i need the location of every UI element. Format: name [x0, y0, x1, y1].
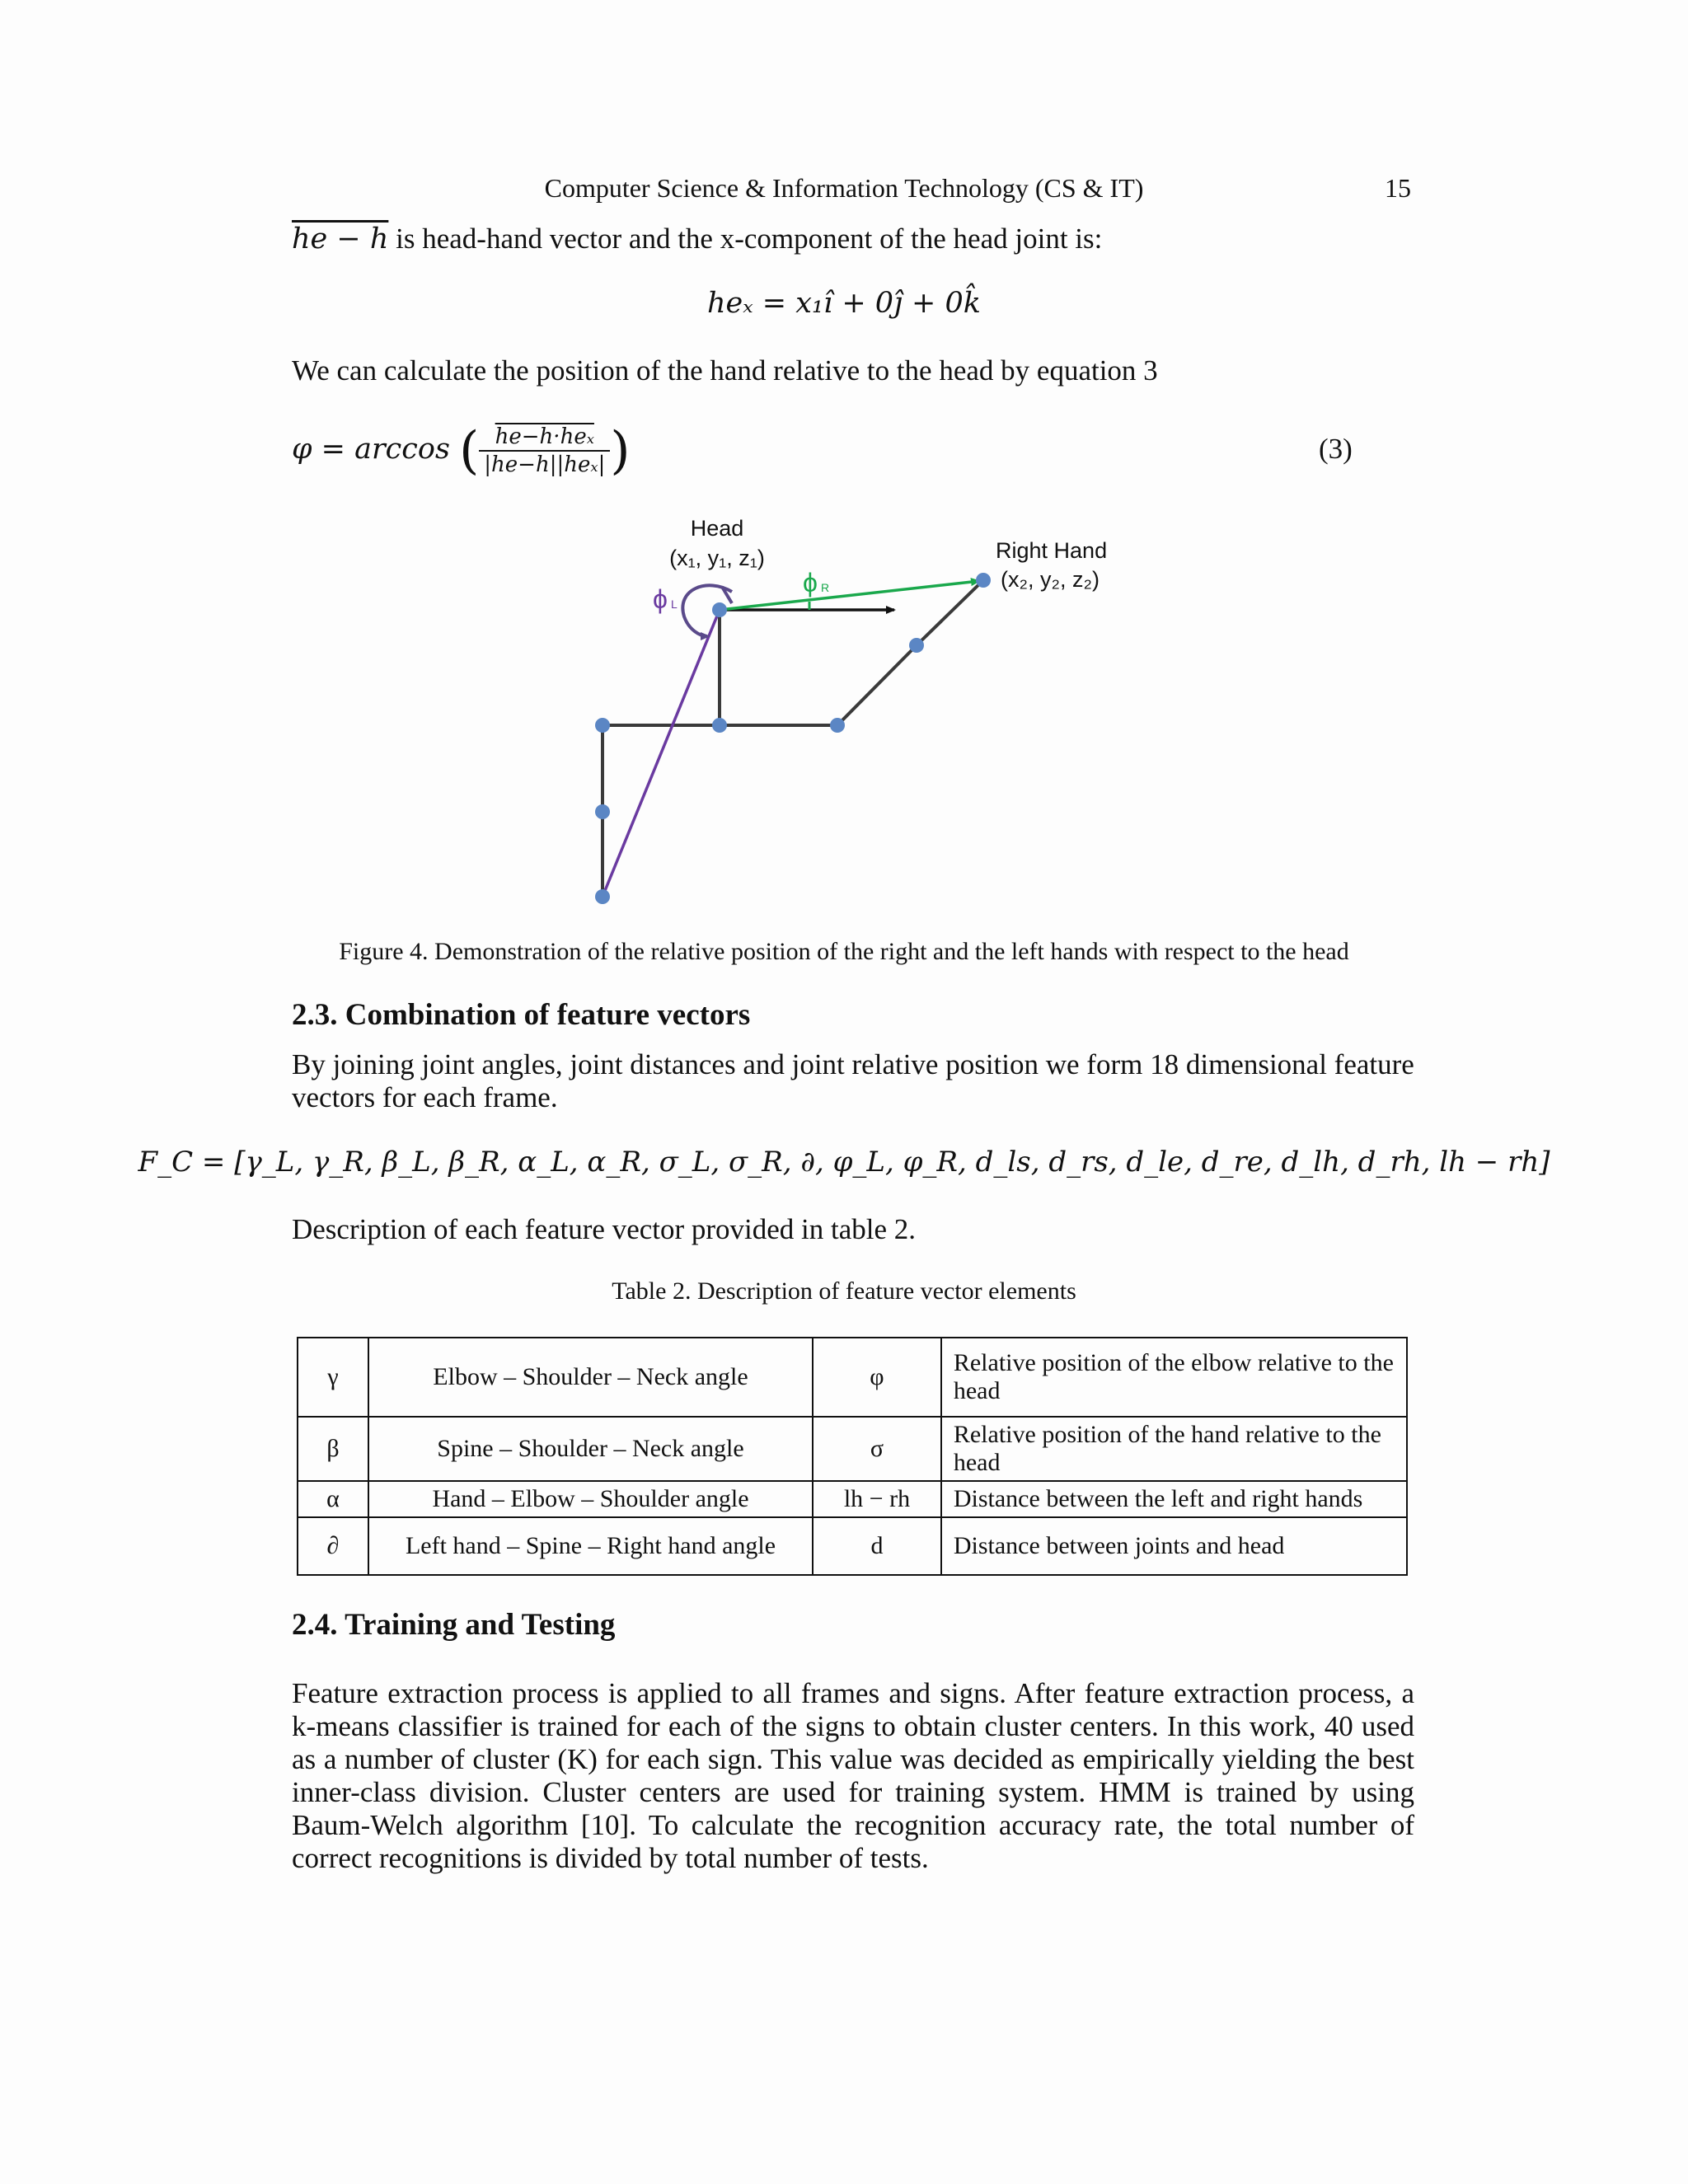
- table-description-cell: Left hand – Spine – Right hand angle: [368, 1517, 813, 1575]
- table-description-cell: Distance between joints and head: [941, 1517, 1407, 1575]
- right-paren: ): [610, 419, 631, 480]
- table-symbol-cell: σ: [813, 1417, 941, 1481]
- table-symbol-cell: β: [298, 1417, 368, 1481]
- joints: [595, 573, 991, 904]
- equation-3-numerator: he−h·heₓ: [479, 424, 610, 452]
- head-joint: [712, 602, 727, 617]
- section-2-3-title: 2.3. Combination of feature vectors: [292, 998, 751, 1032]
- running-title: Computer Science & Information Technology (CS & IT): [544, 173, 1144, 203]
- table-symbol-cell: lh − rh: [813, 1481, 941, 1517]
- equation-3: [292, 412, 631, 488]
- table-description-cell: Relative position of the hand relative to the head: [941, 1417, 1407, 1481]
- table-symbol-cell: d: [813, 1517, 941, 1575]
- equation-hex: heₓ = x₁î + 0ĵ + 0k̂: [707, 287, 981, 320]
- skeleton-lines: [603, 580, 983, 897]
- feature-vector-equation: F_C = [γ_L, γ_R, β_L, β_R, α_L, α_R, σ_L, σ_R, ∂, φ_L, φ_R, d_ls, d_rs, d_le, d_re, d_lh, d_rh, lh − rh]: [138, 1146, 1550, 1179]
- left-shoulder-joint: [595, 718, 610, 733]
- head-left-hand-vector: [603, 610, 720, 897]
- calc-sentence: We can calculate the position of the hand relative to the head by equation 3: [292, 354, 1158, 387]
- table-description-cell: Spine – Shoulder – Neck angle: [368, 1417, 813, 1481]
- table-symbol-cell: α: [298, 1481, 368, 1517]
- right-upper-arm-bone: [917, 580, 983, 645]
- table-row: [298, 1338, 1407, 1417]
- intro-sentence-text: is head-hand vector and the x-component of the head joint is:: [388, 223, 1103, 255]
- head-hand-vector-symbol: he − h: [292, 223, 389, 255]
- right-hand-label: Right Hand: [996, 538, 1108, 563]
- table-2-caption: Table 2. Description of feature vector elements: [612, 1277, 1076, 1305]
- section-2-3-paragraph: By joining joint angles, joint distances and joint relative position we form 18 dimensional feature vectors for each frame.: [292, 1048, 1414, 1113]
- table-row: [298, 1517, 1407, 1575]
- right-hand-coords: (x₂, y₂, z₂): [1001, 567, 1100, 592]
- equation-3-lhs: φ = arccos: [292, 433, 450, 466]
- table-symbol-cell: γ: [298, 1338, 368, 1417]
- phi-left-subscript: L: [671, 598, 678, 611]
- table-symbol-cell: φ: [813, 1338, 941, 1417]
- equation-3-number: (3): [1319, 433, 1353, 465]
- right-shoulder-joint: [830, 718, 845, 733]
- table-reference-sentence: Description of each feature vector provided in table 2.: [292, 1213, 917, 1245]
- head-coords: (x₁, y₁, z₁): [669, 546, 765, 570]
- figure-4-caption: Figure 4. Demonstration of the relative position of the right and the left hands with respect to the head: [339, 938, 1349, 965]
- left-hand-joint: [595, 889, 610, 904]
- right-lower-arm-bone: [837, 645, 917, 725]
- head-label: Head: [690, 516, 744, 541]
- intro-sentence: [292, 223, 1413, 255]
- table-description-cell: Hand – Elbow – Shoulder angle: [368, 1481, 813, 1517]
- left-elbow-joint: [595, 804, 610, 819]
- spine-shoulder-joint: [712, 718, 727, 733]
- equation-3-denominator: |he−h||heₓ|: [484, 452, 606, 477]
- page-number: 15: [1385, 173, 1411, 203]
- table-description-cell: Elbow – Shoulder – Neck angle: [368, 1338, 813, 1417]
- table-symbol-cell: ∂: [298, 1517, 368, 1575]
- phi-left-symbol: ϕ: [653, 584, 668, 614]
- table-row: [298, 1481, 1407, 1517]
- phi-right-symbol: ϕ: [803, 568, 818, 598]
- table-description-cell: Distance between the left and right hands: [941, 1481, 1407, 1517]
- phi-right-subscript: R: [821, 581, 830, 594]
- right-hand-joint: [976, 573, 991, 588]
- table-description-cell: Relative position of the elbow relative to the head: [941, 1338, 1407, 1417]
- section-2-4-title: 2.4. Training and Testing: [292, 1608, 616, 1642]
- table-2: [297, 1337, 1408, 1576]
- head-right-hand-vector: [720, 581, 979, 610]
- right-elbow-joint: [909, 638, 924, 653]
- equation-3-fraction: [479, 424, 610, 478]
- left-paren: (: [459, 419, 480, 480]
- table-row: [298, 1417, 1407, 1481]
- section-2-4-paragraph: Feature extraction process is applied to all frames and signs. After feature extraction process, a k-means classifier is trained for each of the signs to obtain cluster centers. In this work, 40 used as a number of cluster (K) for each sign. This value was decided as empirically yielding the best inner-class division. Cluster centers are used for training system. HMM is trained by using Baum-Welch algorithm [10]. To calculate the recognition accuracy rate, the total number of correct recognitions is divided by total number of tests.: [292, 1677, 1414, 1874]
- figure-4-diagram: [560, 503, 1154, 915]
